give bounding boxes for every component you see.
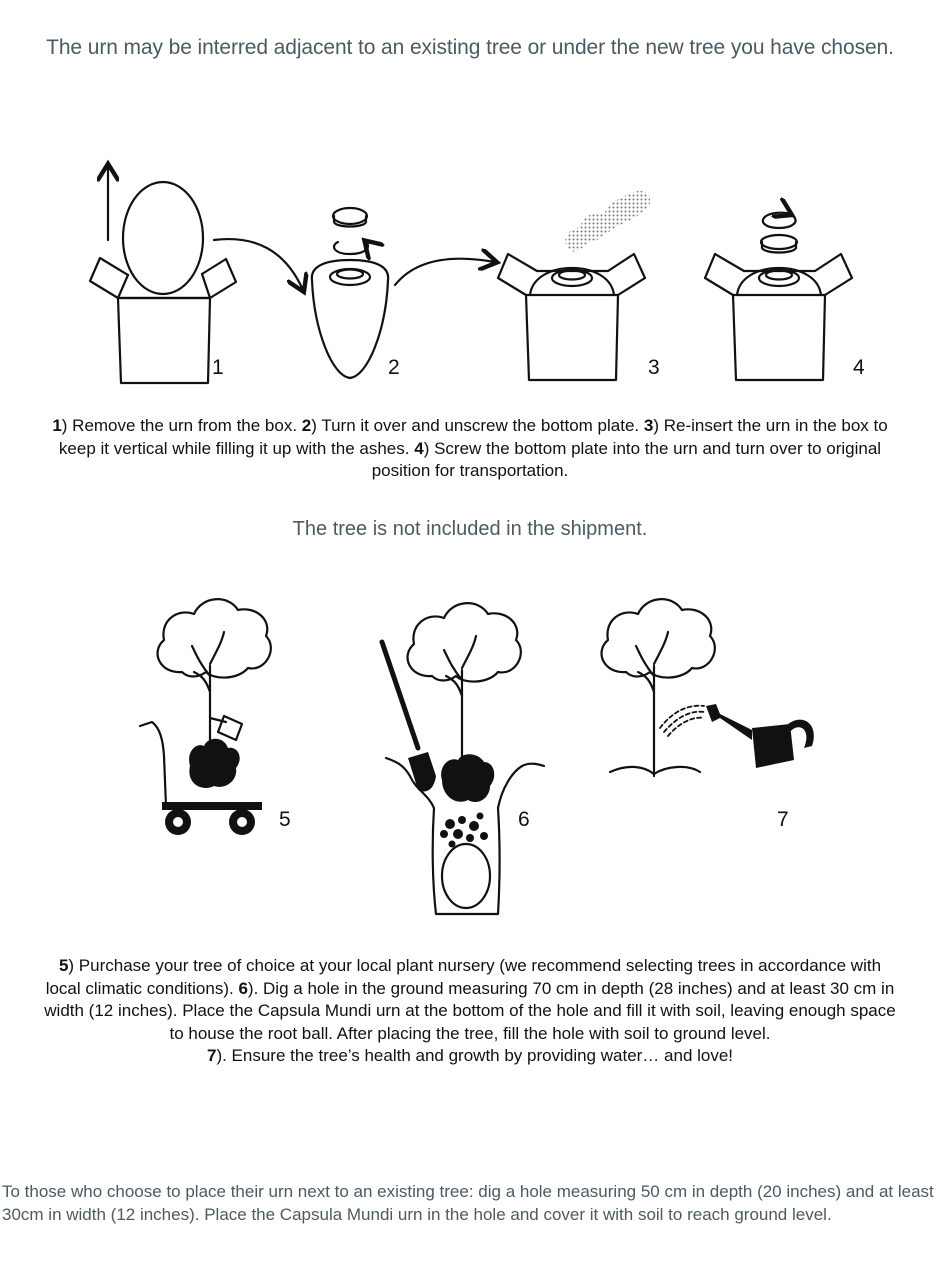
- step2-number: 2: [301, 416, 312, 435]
- tree-steps-instructions: [40, 955, 900, 1068]
- step-label-4: 4: [853, 356, 865, 379]
- step7-text: ). Ensure the tree’s health and growth by providing water… and love!: [216, 1046, 734, 1065]
- step2-text: ) Turn it over and unscrew the bottom plate.: [311, 416, 644, 435]
- step4-number: 4: [414, 438, 424, 458]
- step5-number: 5: [58, 956, 69, 975]
- step1-text: ) Remove the urn from the box.: [61, 416, 302, 435]
- step4-figure: [705, 213, 852, 380]
- tree-steps-svg: [0, 580, 940, 920]
- root-ball-6: [441, 754, 494, 802]
- cart-deck: [162, 802, 262, 810]
- step-label-5: 5: [279, 808, 291, 831]
- urn-steps-svg: [0, 150, 940, 450]
- step-label-6: 6: [518, 808, 530, 831]
- step-label-7: 7: [777, 808, 789, 831]
- step6-number: 6: [238, 978, 248, 998]
- step-label-3: 3: [648, 356, 660, 379]
- tree-not-included-note: The tree is not included in the shipment.: [292, 518, 648, 540]
- step-label-2: 2: [388, 356, 400, 379]
- step6-text: ). Dig a hole in the ground measuring 70 cm in depth (28 inches) and at least 30 cm in width (12 inches). Place the Capsula Mundi urn at the bottom of the hole and fill it with soil, leaving enough space to house the root ball. After placing the tree, fill the hole with soil to ground level.: [44, 978, 896, 1043]
- existing-tree-note: To those who choose to place their urn next to an existing tree: dig a hole measuring 50 cm in depth (20 inches) and at least 30cm in width (12 inches). Place the Capsula Mundi urn in the hole and cover it with soil to reach ground level.: [2, 1182, 934, 1224]
- step1-figure: [90, 166, 303, 383]
- step2-figure: [312, 208, 495, 378]
- step-label-1: 1: [212, 356, 224, 379]
- step3-figure: [498, 254, 645, 380]
- ashes-cloud: [565, 191, 650, 252]
- step1-number: 1: [52, 416, 62, 435]
- step5-text: ) Purchase your tree of choice at your local plant nursery (we recommend selecting trees in accordance with local climatic conditions).: [45, 956, 882, 998]
- urn-steps-illustration: [0, 150, 940, 450]
- step4-text: ) Screw the bottom plate into the urn and turn over to original position for transportation.: [371, 438, 882, 480]
- step3-text: ) Re-insert the urn in the box to keep it vertical while filling it up with the ashes.: [58, 416, 888, 458]
- watering-can: [706, 704, 814, 768]
- intro-heading: The urn may be interred adjacent to an existing tree or under the new tree you have chosen.: [46, 36, 894, 59]
- urn-steps-instructions: [40, 415, 900, 483]
- tree-steps-illustration: [0, 580, 940, 920]
- step7-number: 7: [206, 1046, 217, 1065]
- step3-number: 3: [643, 416, 654, 435]
- shovel-blade: [408, 752, 436, 791]
- root-ball-5: [189, 739, 240, 788]
- step7-figure: [602, 599, 715, 776]
